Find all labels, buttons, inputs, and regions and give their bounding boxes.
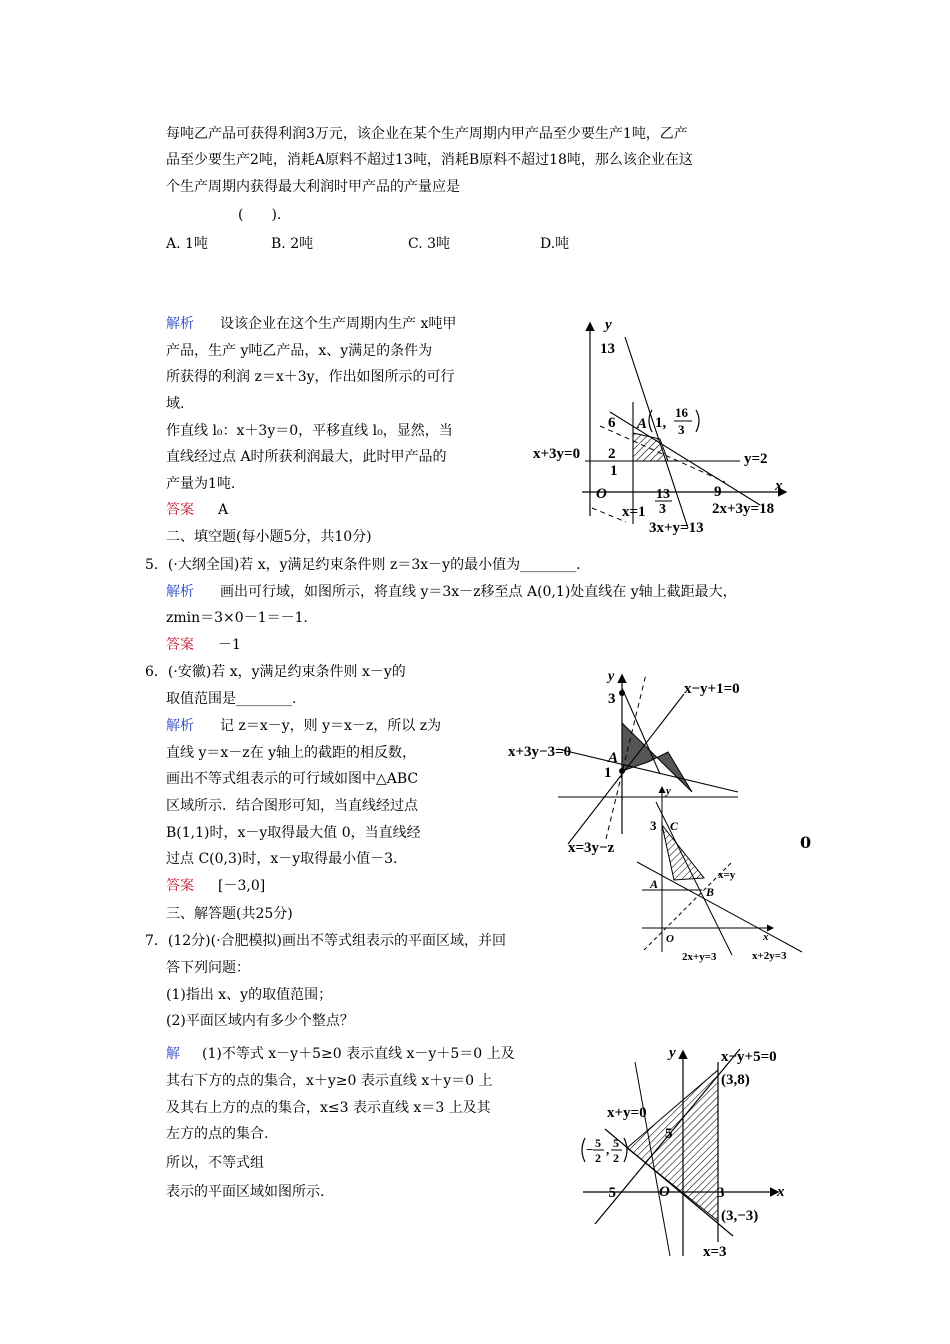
label-line-a: x−y+1=0 xyxy=(684,681,740,697)
triangle-abc xyxy=(662,825,704,880)
p5-answer: －1 xyxy=(218,637,241,653)
p6-analysis-1: 记 z＝x－y，则 y＝x－z，所以 z为 xyxy=(220,718,442,734)
p4-feasible-region-figure xyxy=(530,312,800,537)
label-x-y: x=y xyxy=(718,869,736,881)
p7-solution-2: 其右下方的点的集合，x＋y≥0 表示直线 x＋y＝0 上 xyxy=(166,1073,493,1089)
point-a-den: 3 xyxy=(678,422,685,437)
label-line-c: x=3y−z xyxy=(568,840,615,856)
label-line-c: x=3 xyxy=(703,1244,727,1260)
tick-3: 3 xyxy=(608,691,616,707)
label-9: 9 xyxy=(714,484,722,500)
p4-analysis-5: 作直线 l₀：x＋3y＝0，平移直线 l₀，显然，当 xyxy=(166,423,453,439)
p7-solution-6: 表示的平面区域如图所示. xyxy=(166,1184,325,1200)
p4-analysis-3: 所获得的利润 z＝x＋3y，作出如图所示的可行 xyxy=(166,369,455,385)
p5-answer-label: 答案 xyxy=(166,637,194,653)
p4-analysis-6: 直线经过点 A时所获利润最大，此时甲产品的 xyxy=(166,449,447,465)
y-axis-label: y xyxy=(669,1045,676,1061)
tick-1: 1 xyxy=(610,463,618,479)
p6-analysis-4: 区域所示．结合图形可知，当直线经过点 xyxy=(166,798,418,814)
label-13-den: 3 xyxy=(659,502,666,517)
p4-analysis-4: 域. xyxy=(166,396,185,412)
p6-stem-2: 取值范围是________. xyxy=(166,691,297,707)
label-line-a: x−y+5=0 xyxy=(721,1049,777,1065)
tick-1: 1 xyxy=(604,765,612,781)
p4-line-3: 个生产周期内获得最大利润时甲产品的产量应是 xyxy=(166,179,460,195)
p4-option-d: D.吨 xyxy=(540,236,570,252)
p4-blank: ( ). xyxy=(238,207,282,223)
tick-3: 3 xyxy=(650,818,657,833)
p7-solution-1: (1)不等式 x－y＋5≥0 表示直线 x－y＋5＝0 上及 xyxy=(202,1046,515,1062)
p6-analysis-3: 画出不等式组表示的可行域如图中△ABC xyxy=(166,771,419,787)
label-3-8: (3,8) xyxy=(721,1072,750,1088)
p4-answer: A xyxy=(218,502,229,518)
p5-analysis-1: 画出可行域，如图所示，将直线 y＝3x－z移至点 A(0,1)处直线在 y轴上截距最大， xyxy=(220,584,737,600)
y-axis-label: y xyxy=(666,785,671,797)
pt-left-num1: 5 xyxy=(595,1136,601,1150)
label-y2: y=2 xyxy=(744,451,768,467)
point-a: A xyxy=(650,877,659,891)
tick-6: 6 xyxy=(608,415,616,431)
p7-solution-3: 及其右上方的点的集合，x≤3 表示直线 x＝3 上及其 xyxy=(166,1100,491,1116)
p7-solution-label: 解 xyxy=(166,1046,180,1062)
y-axis-label: y xyxy=(605,317,612,333)
x-axis-label: x xyxy=(763,931,769,943)
stray-zero: 0 xyxy=(800,833,812,852)
p4-analysis-label: 解析 xyxy=(166,316,194,332)
label-x1: x=1 xyxy=(622,504,646,520)
p6-answer-label: 答案 xyxy=(166,878,194,894)
point-a-x: 1, xyxy=(655,415,667,431)
point-a-label: A xyxy=(637,416,648,432)
tick-3: 3 xyxy=(717,1185,725,1201)
p5-analysis-2: zmin＝3×0－1＝－1. xyxy=(166,610,308,626)
pt-left-minus: − xyxy=(586,1142,594,1157)
p6-analysis-2: 直线 y＝x－z在 y轴上的截距的相反数， xyxy=(166,745,416,761)
p7-stem-1: 7．(12分)(·合肥模拟)画出不等式组表示的平面区域，并回 xyxy=(145,933,507,949)
tick-neg5: −5 xyxy=(600,1185,617,1201)
x-axis-label: x xyxy=(777,1184,785,1200)
label-line-b: x+y=0 xyxy=(607,1105,647,1121)
pt-left-comma: , xyxy=(606,1142,610,1157)
p6-region-figure-b xyxy=(632,780,812,965)
p6-analysis-5: B(1,1)时，x－y取得最大值 0，当直线经 xyxy=(166,825,421,841)
p6-analysis-label: 解析 xyxy=(166,718,194,734)
p4-analysis-2: 产品，生产 y吨乙产品，x、y满足的条件为 xyxy=(166,343,433,359)
p4-answer-label: 答案 xyxy=(166,502,194,518)
p6-stem-1: 6．(·安徽)若 x，y满足约束条件则 x－y的 xyxy=(145,664,406,680)
point-a-num: 16 xyxy=(675,405,688,420)
y-axis-label: y xyxy=(608,669,615,684)
label-line-b: x+3y−3=0 xyxy=(508,744,572,760)
p4-option-b: B. 2吨 xyxy=(271,236,314,252)
p6-answer: [－3,0] xyxy=(218,878,266,894)
p7-stem-2: 答下列问题： xyxy=(166,960,250,976)
pt-left-num2: 5 xyxy=(613,1136,619,1150)
label-x-2y-3: x+2y=3 xyxy=(752,950,787,962)
tick-13: 13 xyxy=(600,341,615,357)
pt-left-den1: 2 xyxy=(595,1151,601,1165)
section-2-title: 二、填空题(每小题5分，共10分) xyxy=(166,529,372,545)
point-b: B xyxy=(706,885,715,899)
p4-analysis-1: 设该企业在这个生产周期内生产 x吨甲 xyxy=(220,316,457,332)
point-c: C xyxy=(670,819,679,833)
p5-analysis-label: 解析 xyxy=(166,584,194,600)
origin-label: O xyxy=(659,1184,670,1200)
label-3-neg3: (3,−3) xyxy=(721,1208,759,1224)
line-l0-shift xyxy=(592,508,626,522)
label-13-num: 13 xyxy=(656,487,670,502)
label-3xy13: 3x+y=13 xyxy=(649,520,704,536)
label-l0: x+3y=0 xyxy=(533,446,581,462)
section-3-title: 三、解答题(共25分) xyxy=(166,906,293,922)
tick-5: 5 xyxy=(665,1126,673,1142)
p4-option-a: A. 1吨 xyxy=(166,236,208,252)
p7-stem-4: (2)平面区域内有多少个整点？ xyxy=(166,1013,354,1029)
tick-2: 2 xyxy=(608,446,616,462)
label-2x3y18: 2x+3y=18 xyxy=(712,501,775,517)
p4-analysis-7: 产量为1吨. xyxy=(166,476,236,492)
p7-solution-4: 左方的点的集合. xyxy=(166,1126,269,1142)
origin-label: O xyxy=(666,933,674,945)
label-2x-y-3: 2x+y=3 xyxy=(682,951,717,963)
p7-region-figure xyxy=(565,1044,805,1262)
origin-label: O xyxy=(596,486,607,502)
p7-solution-5: 所以，不等式组 xyxy=(166,1155,264,1171)
p5-stem: 5．(·大纲全国)若 x，y满足约束条件则 z＝3x－y的最小值为________． xyxy=(145,557,591,573)
p4-option-c: C. 3吨 xyxy=(408,236,451,252)
point-a: A xyxy=(608,750,619,766)
pt-left-den2: 2 xyxy=(613,1151,619,1165)
x-axis-label: x xyxy=(775,478,783,494)
p6-analysis-6: 过点 C(0,3)时，x－y取得最小值－3. xyxy=(166,851,398,867)
p4-line-1: 每吨乙产品可获得利润3万元，该企业在某个生产周期内甲产品至少要生产1吨，乙产 xyxy=(166,126,688,142)
p4-line-2: 品至少要生产2吨，消耗A原料不超过13吨，消耗B原料不超过18吨，那么该企业在这 xyxy=(166,152,693,168)
p7-stem-3: (1)指出 x、y的取值范围； xyxy=(166,987,333,1003)
